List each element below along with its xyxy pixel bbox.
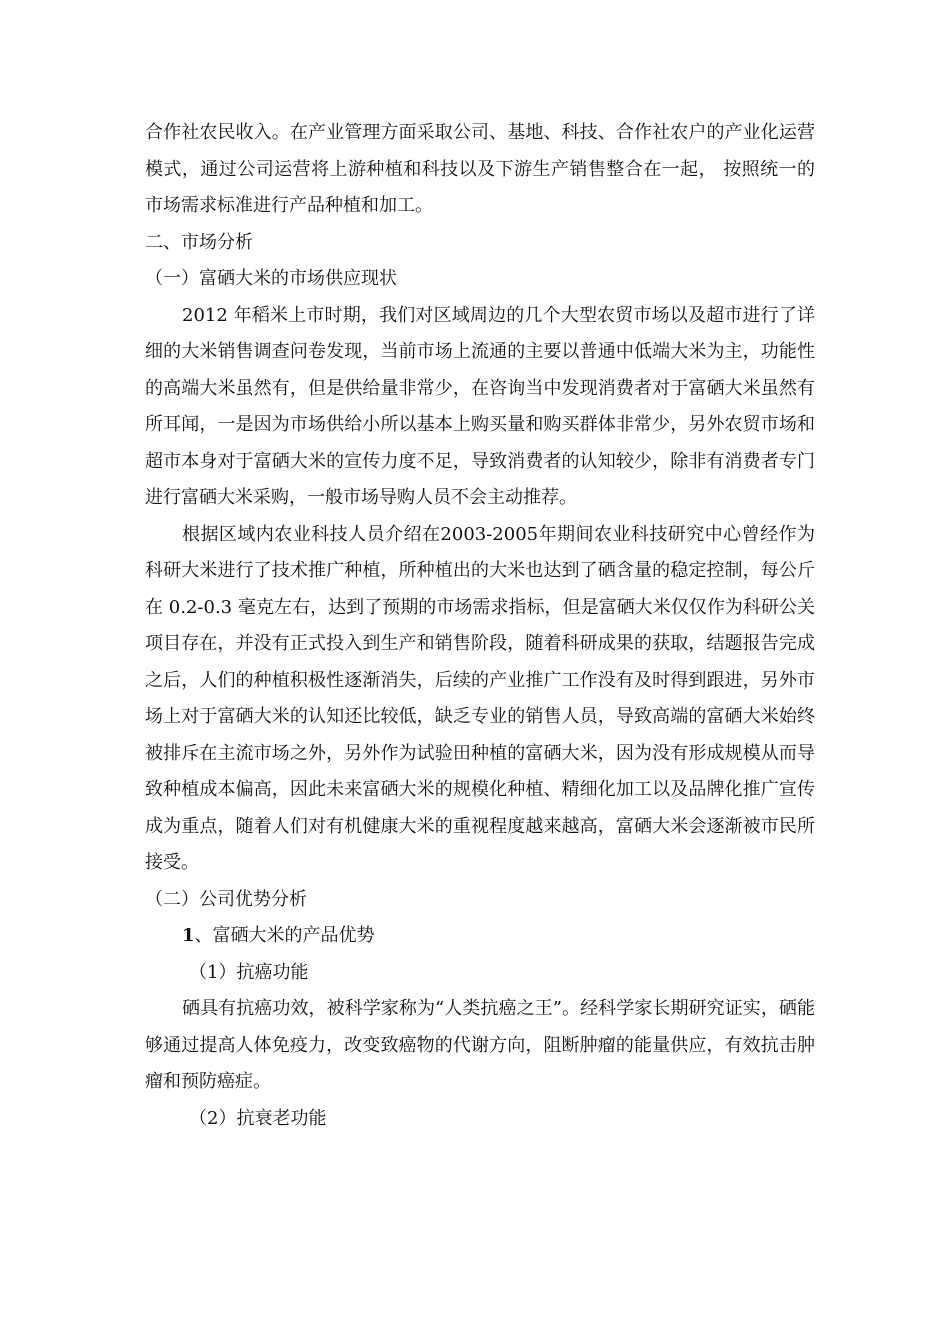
paragraph-market-survey: 2012 年稻米上市时期，我们对区域周边的几个大型农贸市场以及超市进行了详细的大米销售调查问卷发现，当前市场上流通的主要以普通中低端大米为主，功能性的高端大米虽然有，但是供给量非常少，在咨询当中发现消费者对于富硒大米虽然有所耳闻，一是因为市场供给小所以基本上购买量和购买群体非常少，另外农贸市场和超市本身对于富硒大米的宣传力度不足，导致消费者的认知较少，除非有消费者专门进行富硒大米采购，一般市场导购人员不会主动推荐。 [145, 304, 815, 508]
document-body [145, 115, 815, 1137]
section-heading-market-analysis: 二、市场分析 [145, 231, 253, 253]
paragraph-cooperative-income: 合作社农民收入。在产业管理方面采取公司、基地、科技、合作社农户的产业化运营模式，通过公司运营将上游种植和科技以及下游生产销售整合在一起， 按照统一的市场需求标准进行产品种植和加工。 [145, 122, 815, 216]
subsection-heading-supply-status: （一）富硒大米的市场供应现状 [145, 268, 397, 289]
item-heading-anticancer: （1）抗癌功能 [189, 961, 309, 983]
item-heading-text: 、富硒大米的产品优势 [194, 925, 375, 946]
item-heading-product-advantage [145, 918, 815, 955]
item-number: 1 [182, 925, 195, 946]
subsection-heading-company-advantage: （二）公司优势分析 [145, 888, 307, 910]
paragraph-anticancer: 硒具有抗癌功效，被科学家称为“人类抗癌之王”。经科学家长期研究证实，硒能够通过提高人体免疫力，改变致癌物的代谢方向，阻断肿瘤的能量供应，有效抗击肿瘤和预防癌症。 [145, 998, 815, 1092]
paragraph-research-history: 根据区域内农业科技人员介绍在2003-2005年期间农业科技研究中心曾经作为科研大米进行了技术推广种植，所种植出的大米也达到了硒含量的稳定控制，每公斤在 0.2-0.3 毫克左右，达到了预期的市场需求指标，但是富硒大米仅仅作为科研公关项目存在，并没有正式投入到生产和销售阶段，随着科研成果的获取，结题报告完成之后，人们的种植积极性逐渐消失，后续的产业推广工作没有及时得到跟进，另外市场上对于富硒大米的认知还比较低，缺乏专业的销售人员，导致高端的富硒大米始终被排斥在主流市场之外，另外作为试验田种植的富硒大米，因为没有形成规模从而导致种植成本偏高，因此未来富硒大米的规模化种植、精细化加工以及品牌化推广宣传成为重点，随着人们对有机健康大米的重视程度越来越高，富硒大米会逐渐被市民所接受。 [145, 523, 815, 873]
item-heading-antiaging: （2）抗衰老功能 [189, 1107, 327, 1129]
